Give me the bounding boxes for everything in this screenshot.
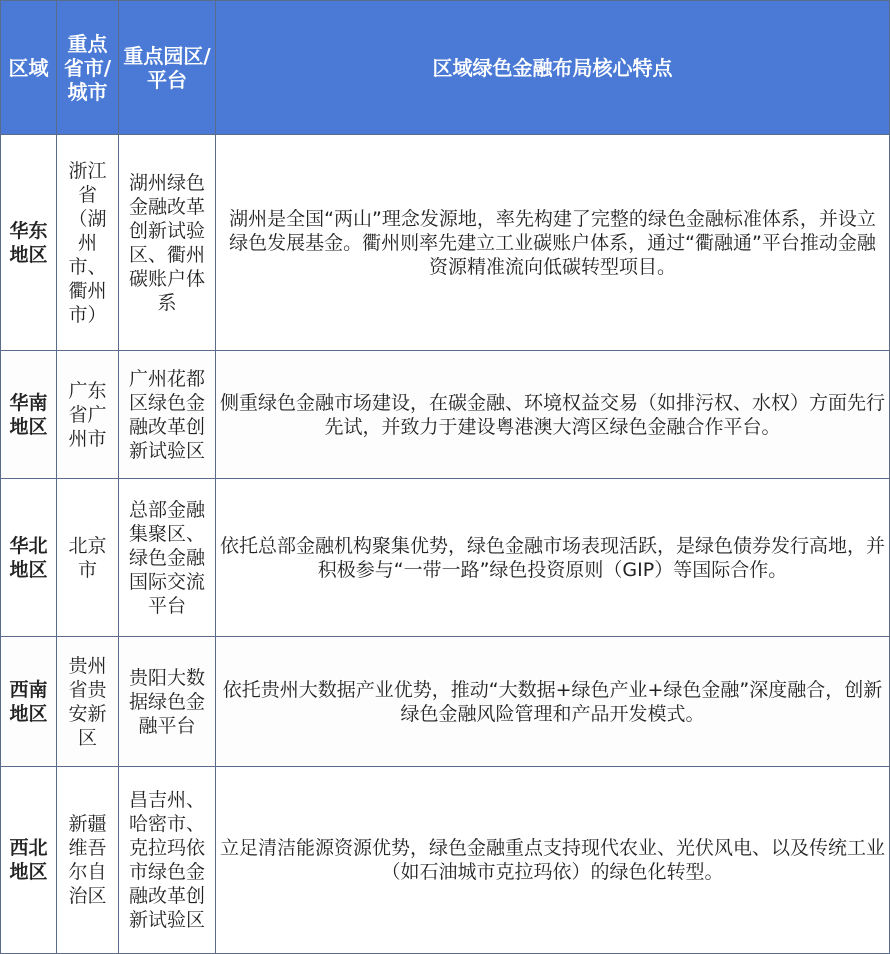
header-park-platform: 重点园区/平台: [119, 1, 216, 135]
province-cell: 北京市: [57, 479, 119, 637]
header-row: [1, 1, 890, 135]
table-row-north-china: [1, 479, 890, 637]
feature-cell: 依托总部金融机构聚集优势，绿色金融市场表现活跃，是绿色债券发行高地，并积极参与“一带一路”绿色投资原则（GIP）等国际合作。: [216, 479, 890, 637]
platform-cell: 湖州绿色金融改革创新试验区、衢州碳账户体系: [119, 135, 216, 351]
platform-cell: 昌吉州、哈密市、克拉玛依市绿色金融改革创新试验区: [119, 767, 216, 954]
province-cell: 广东省广州市: [57, 351, 119, 479]
feature-cell: 侧重绿色金融市场建设，在碳金融、环境权益交易（如排污权、水权）方面先行先试，并致力于建设粤港澳大湾区绿色金融合作平台。: [216, 351, 890, 479]
table-row-southwest: [1, 637, 890, 767]
feature-cell: 立足清洁能源资源优势，绿色金融重点支持现代农业、光伏风电、以及传统工业（如石油城市克拉玛依）的绿色化转型。: [216, 767, 890, 954]
header-core-features: 区域绿色金融布局核心特点: [216, 1, 890, 135]
table-row-east-china: [1, 135, 890, 351]
feature-cell: 依托贵州大数据产业优势，推动“大数据+绿色产业+绿色金融”深度融合，创新绿色金融风险管理和产品开发模式。: [216, 637, 890, 767]
province-cell: 浙江省（湖州市、衢州市）: [57, 135, 119, 351]
feature-cell: 湖州是全国“两山”理念发源地，率先构建了完整的绿色金融标准体系，并设立绿色发展基金。衢州则率先建立工业碳账户体系，通过“衢融通”平台推动金融资源精准流向低碳转型项目。: [216, 135, 890, 351]
province-cell: 新疆维吾尔自治区: [57, 767, 119, 954]
platform-cell: 广州花都区绿色金融改革创新试验区: [119, 351, 216, 479]
platform-cell: 贵阳大数据绿色金融平台: [119, 637, 216, 767]
region-cell: 西北地区: [1, 767, 57, 954]
region-cell: 华北地区: [1, 479, 57, 637]
header-region: 区域: [1, 1, 57, 135]
region-cell: 西南地区: [1, 637, 57, 767]
province-cell: 贵州省贵安新区: [57, 637, 119, 767]
table-row-northwest: [1, 767, 890, 954]
region-cell: 华南地区: [1, 351, 57, 479]
table-row-south-china: [1, 351, 890, 479]
platform-cell: 总部金融集聚区、绿色金融国际交流平台: [119, 479, 216, 637]
header-province-city: 重点省市/城市: [57, 1, 119, 135]
region-cell: 华东地区: [1, 135, 57, 351]
